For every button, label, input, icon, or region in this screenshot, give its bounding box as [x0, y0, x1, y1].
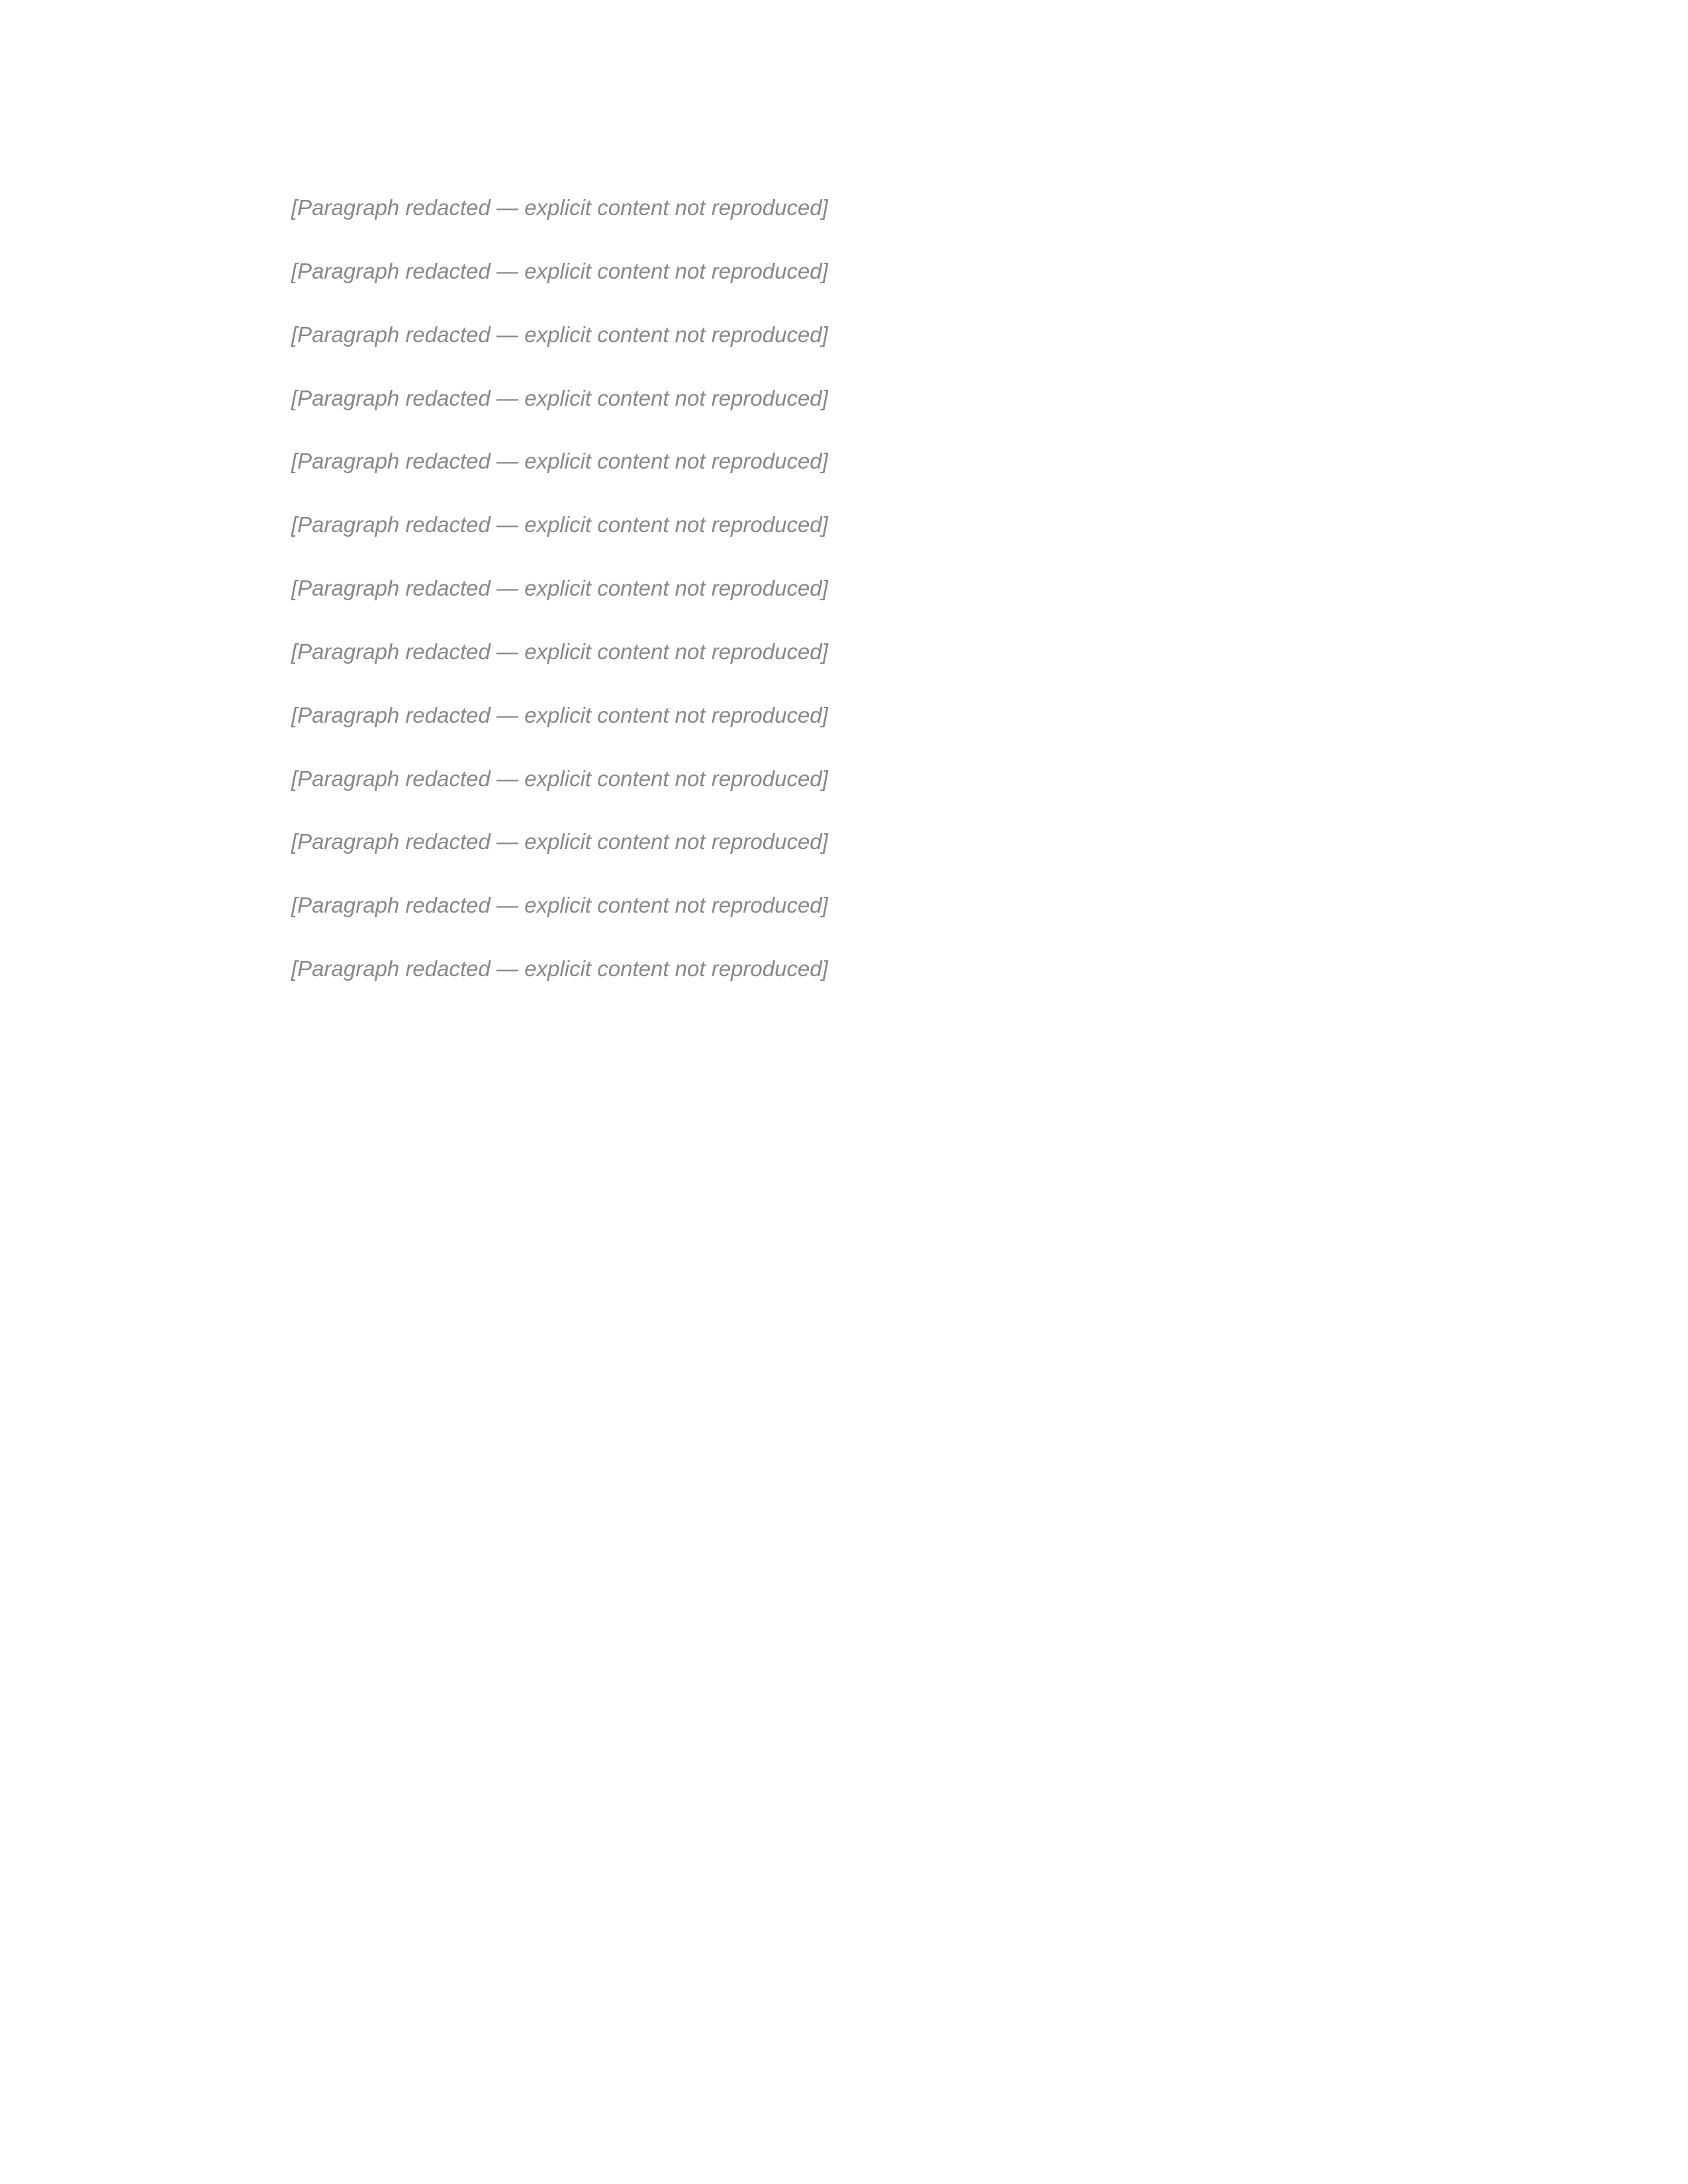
- paragraph: [Paragraph redacted — explicit content not reproduced]: [291, 576, 828, 601]
- paragraph: [Paragraph redacted — explicit content not reproduced]: [291, 702, 828, 727]
- paragraph: [Paragraph redacted — explicit content not reproduced]: [291, 195, 828, 220]
- paragraph: [Paragraph redacted — explicit content not reproduced]: [291, 639, 828, 664]
- paragraph: [Paragraph redacted — explicit content not reproduced]: [291, 829, 828, 854]
- paragraph: [Paragraph redacted — explicit content not reproduced]: [291, 449, 828, 474]
- paragraph: [Paragraph redacted — explicit content not reproduced]: [291, 258, 828, 283]
- paragraph: [Paragraph redacted — explicit content not reproduced]: [291, 956, 828, 981]
- paragraph: [Paragraph redacted — explicit content not reproduced]: [291, 385, 828, 410]
- paragraph: [Paragraph redacted — explicit content not reproduced]: [291, 512, 828, 537]
- paragraph: [Paragraph redacted — explicit content not reproduced]: [291, 766, 828, 791]
- paragraph: [Paragraph redacted — explicit content not reproduced]: [291, 893, 828, 918]
- paragraph-container: [192, 192, 1496, 985]
- paragraph: [Paragraph redacted — explicit content not reproduced]: [291, 322, 828, 347]
